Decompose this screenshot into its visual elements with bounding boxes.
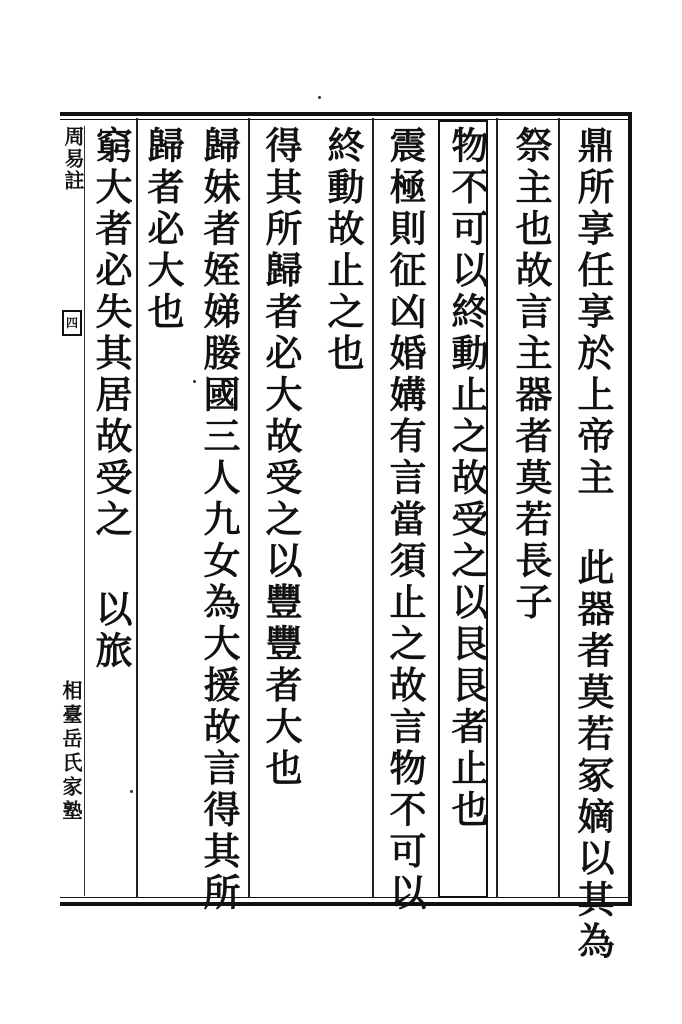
text-column-2: 祭主也故言主器者莫若長子 xyxy=(509,126,553,624)
text-column-9: 窮大者必失其居故受之 以旅 xyxy=(89,126,133,673)
ink-speck xyxy=(318,96,321,99)
margin-page-number: 四 xyxy=(62,310,82,336)
text-column-5: 終動故止之也 xyxy=(321,126,365,375)
frame-top-inner-border xyxy=(60,119,632,120)
frame-bottom-border xyxy=(60,902,632,906)
column-rule xyxy=(558,118,560,898)
text-column-6: 得其所歸者必大故受之以豐豐者大也 xyxy=(259,126,303,790)
ink-speck xyxy=(130,790,133,793)
column-rule xyxy=(372,118,374,898)
text-column-3: 物不可以終動止之故受之以艮艮者止也 xyxy=(445,126,489,832)
text-column-4: 震極則征凶婚媾有言當須止之故言物不可以 xyxy=(383,126,427,915)
ink-speck xyxy=(193,380,196,383)
frame-top-border xyxy=(60,112,632,116)
text-column-1: 鼎所享任享於上帝主 此器者莫若冢嫡以其為 xyxy=(571,126,615,963)
margin-book-title: 周易註 xyxy=(61,126,85,192)
text-column-8: 歸者必大也 xyxy=(141,126,185,334)
column-rule xyxy=(496,118,498,898)
text-column-7: 歸妹者姪娣媵國三人九女為大援故言得其所 xyxy=(197,126,241,915)
frame-right-border xyxy=(628,112,632,906)
frame-bottom-inner-border xyxy=(60,897,632,898)
margin-publisher: 相臺岳氏家塾 xyxy=(59,680,83,824)
column-rule xyxy=(248,118,250,898)
